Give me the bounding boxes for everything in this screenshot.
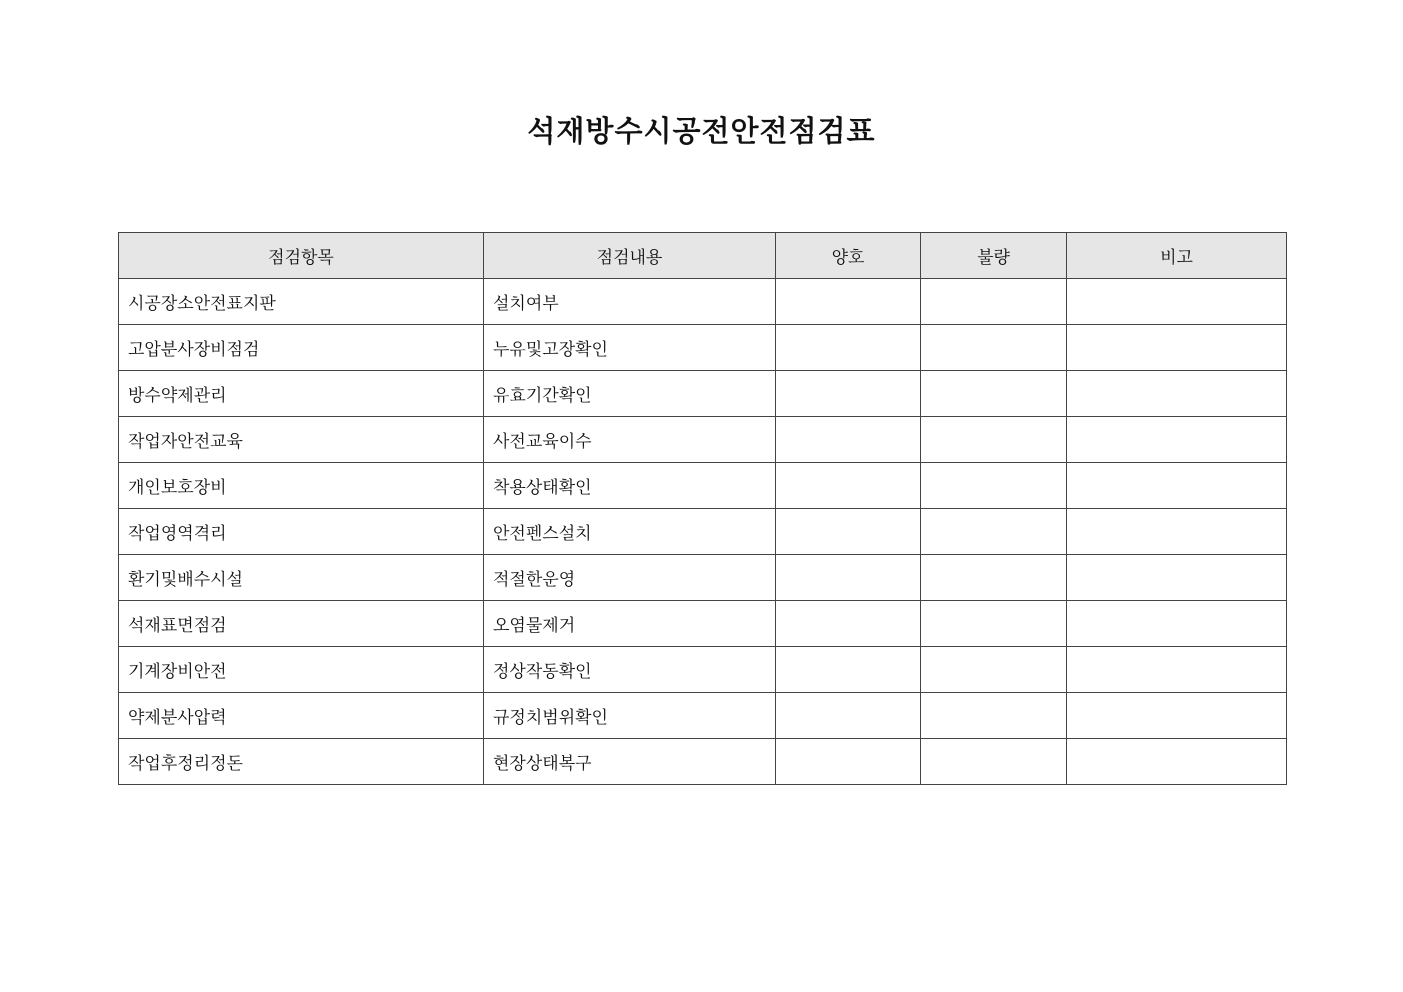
cell-inspection-content: 적절한운영 (484, 555, 776, 601)
cell-bad[interactable] (921, 601, 1067, 647)
cell-remarks[interactable] (1067, 555, 1287, 601)
cell-good[interactable] (776, 371, 921, 417)
cell-remarks[interactable] (1067, 601, 1287, 647)
table-header-row (119, 233, 1287, 279)
cell-bad[interactable] (921, 739, 1067, 785)
table-row (119, 279, 1287, 325)
table-row (119, 647, 1287, 693)
cell-bad[interactable] (921, 647, 1067, 693)
cell-remarks[interactable] (1067, 417, 1287, 463)
cell-remarks[interactable] (1067, 647, 1287, 693)
cell-inspection-content: 현장상태복구 (484, 739, 776, 785)
header-good: 양호 (776, 233, 921, 279)
cell-good[interactable] (776, 325, 921, 371)
cell-remarks[interactable] (1067, 325, 1287, 371)
cell-inspection-item: 작업자안전교육 (119, 417, 484, 463)
cell-remarks[interactable] (1067, 371, 1287, 417)
cell-inspection-item: 약제분사압력 (119, 693, 484, 739)
table-row (119, 371, 1287, 417)
cell-inspection-item: 작업영역격리 (119, 509, 484, 555)
header-inspection-content: 점검내용 (484, 233, 776, 279)
cell-remarks[interactable] (1067, 509, 1287, 555)
cell-inspection-item: 방수약제관리 (119, 371, 484, 417)
cell-bad[interactable] (921, 509, 1067, 555)
cell-inspection-item: 작업후정리정돈 (119, 739, 484, 785)
cell-good[interactable] (776, 601, 921, 647)
cell-remarks[interactable] (1067, 463, 1287, 509)
cell-inspection-item: 개인보호장비 (119, 463, 484, 509)
cell-good[interactable] (776, 647, 921, 693)
cell-remarks[interactable] (1067, 739, 1287, 785)
cell-good[interactable] (776, 279, 921, 325)
header-bad: 불량 (921, 233, 1067, 279)
inspection-checklist-table (118, 232, 1287, 785)
cell-good[interactable] (776, 739, 921, 785)
cell-inspection-item: 환기및배수시설 (119, 555, 484, 601)
cell-good[interactable] (776, 693, 921, 739)
cell-remarks[interactable] (1067, 279, 1287, 325)
cell-bad[interactable] (921, 693, 1067, 739)
table-row (119, 325, 1287, 371)
header-remarks: 비고 (1067, 233, 1287, 279)
cell-bad[interactable] (921, 371, 1067, 417)
cell-inspection-content: 사전교육이수 (484, 417, 776, 463)
cell-bad[interactable] (921, 417, 1067, 463)
table-row (119, 417, 1287, 463)
cell-bad[interactable] (921, 555, 1067, 601)
table-row (119, 509, 1287, 555)
page-title: 석재방수시공전안전점검표 (527, 114, 876, 148)
cell-good[interactable] (776, 509, 921, 555)
cell-good[interactable] (776, 463, 921, 509)
cell-good[interactable] (776, 555, 921, 601)
cell-inspection-item: 고압분사장비점검 (119, 325, 484, 371)
table-row (119, 739, 1287, 785)
table-row (119, 693, 1287, 739)
cell-inspection-content: 착용상태확인 (484, 463, 776, 509)
cell-bad[interactable] (921, 325, 1067, 371)
cell-inspection-item: 기계장비안전 (119, 647, 484, 693)
cell-remarks[interactable] (1067, 693, 1287, 739)
header-inspection-item: 점검항목 (119, 233, 484, 279)
cell-inspection-content: 정상작동확인 (484, 647, 776, 693)
cell-inspection-item: 석재표면점검 (119, 601, 484, 647)
cell-inspection-content: 오염물제거 (484, 601, 776, 647)
cell-bad[interactable] (921, 463, 1067, 509)
cell-inspection-item: 시공장소안전표지판 (119, 279, 484, 325)
cell-inspection-content: 규정치범위확인 (484, 693, 776, 739)
cell-good[interactable] (776, 417, 921, 463)
cell-inspection-content: 설치여부 (484, 279, 776, 325)
cell-inspection-content: 안전펜스설치 (484, 509, 776, 555)
cell-bad[interactable] (921, 279, 1067, 325)
cell-inspection-content: 누유및고장확인 (484, 325, 776, 371)
table-row (119, 555, 1287, 601)
table-row (119, 463, 1287, 509)
table-row (119, 601, 1287, 647)
cell-inspection-content: 유효기간확인 (484, 371, 776, 417)
